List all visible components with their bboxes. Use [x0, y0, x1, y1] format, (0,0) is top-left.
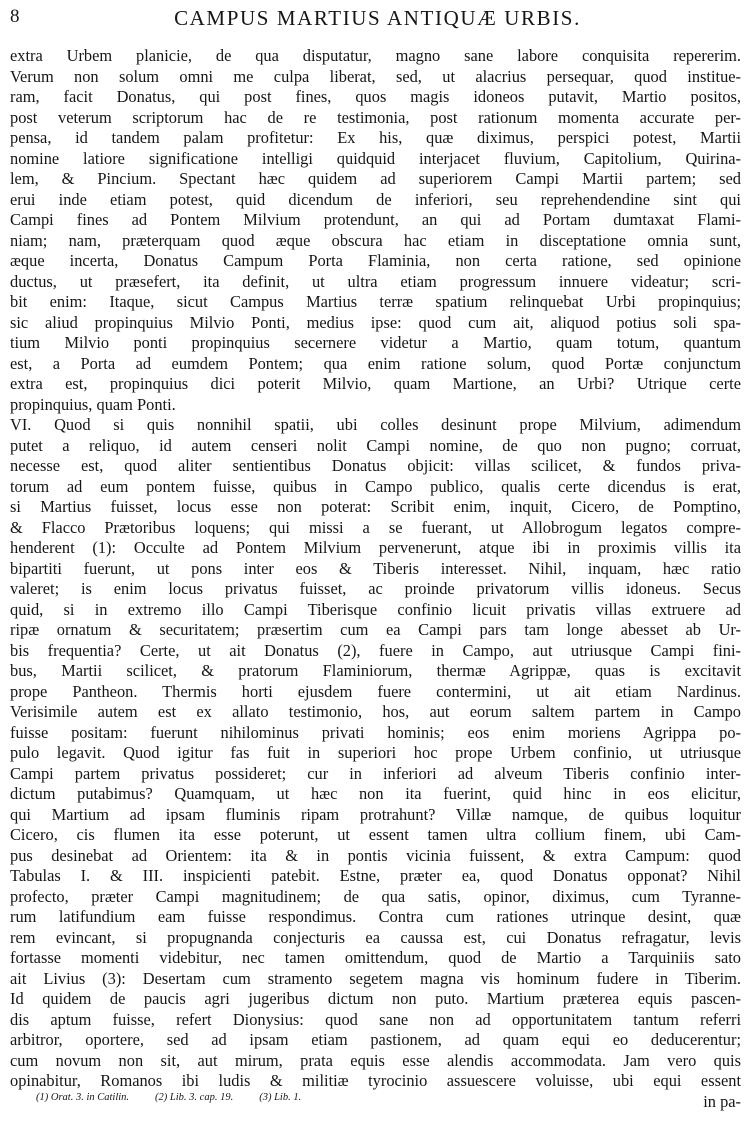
text-line: Id quidem de paucis agri jugeribus dictum non puto. Martium præterea equis pascen-	[10, 989, 741, 1008]
text-line: ait Livius (3): Desertam cum stramento segetem magna vis hominum fudere in Tiberim.	[10, 968, 741, 988]
footnote: (2) Lib. 3. cap. 19.	[155, 1092, 234, 1103]
text-line: cum novum non sit, aut mirum, prata equis esse alendis accommodata. Jam vero quis	[10, 1050, 741, 1070]
text-line: torum ad eum pontem fuisse, quibus in Campo publico, qualis certe dicendus is erat,	[10, 476, 741, 496]
text-line: ductus, ut præsefert, ita definit, ut ultra etiam progressum innuere videatur; scri-	[10, 271, 741, 291]
page-number: 8	[10, 6, 20, 27]
text-line: æque incerta, Donatus Campum Porta Flaminia, non certa ratione, sed opinione	[10, 251, 741, 270]
running-title: CAMPUS MARTIUS ANTIQUÆ URBIS.	[174, 6, 581, 30]
text-line: qui Martium ad ipsam fluminis ripam protrahunt? Villæ namque, de quibus loquitur	[10, 804, 741, 824]
text-line: Campi partem privatus possideret; cur in inferiori ad alveum Tiberis confinio inter-	[10, 763, 741, 783]
body-text	[10, 46, 741, 1112]
page-header	[0, 0, 755, 40]
footnote: (1) Orat. 3. in Catilin.	[36, 1092, 130, 1103]
text-line: si Martius fuisset, locus esse non poterat: Scribit enim, inquit, Cicero, de Pomptino,	[10, 497, 741, 516]
text-line: erui inde etiam potest, quid dicendum de inferiori, seu reprehendendine sint qui	[10, 189, 741, 209]
text-line: bus, Martii scilicet, & pratorum Flaminiorum, thermæ Agrippæ, quas is excitavit	[10, 661, 741, 680]
footnotes	[36, 1092, 736, 1103]
text-line: Verisimile autem est ex allato testimonio, hos, aut eorum saltem partem in Campo	[10, 702, 741, 721]
text-line: dis aptum fuisse, refert Dionysius: quod sane non ad opportunitatem tantum referri	[10, 1009, 741, 1029]
text-line: sic aliud propinquius Milvio Ponti, medius ipse: quod cum ait, aliquod potius soli spa-	[10, 312, 741, 332]
text-line: tium Milvio ponti propinquius secernere videtur a Martio, quam totum, quantum	[10, 333, 741, 352]
footnote: (3) Lib. 1.	[259, 1092, 302, 1103]
text-line: opinabitur, Romanos ibi ludis & militiæ tyrocinio assuescere voluisse, ubi equi essent	[10, 1071, 741, 1090]
text-line: extra est, propinquius dici poterit Milvio, quam Martione, an Urbi? Utrique certe	[10, 374, 741, 393]
text-line: ripæ ornatum & securitatem; præsertim cum ea Campi pars tam longe abesset ab Ur-	[10, 620, 741, 639]
text-line: pulo legavit. Quod igitur fas fuit in superiori hoc prope Urbem confinio, ut utriusque	[10, 743, 741, 762]
text-line: VI. Quod si quis nonnihil spatii, ubi colles desinunt prope Milvium, adimendum	[10, 415, 741, 434]
text-line: extra Urbem planicie, de qua disputatur, magno sane labore conquisita repererim.	[10, 46, 741, 65]
text-line: fortasse momenti videbitur, nec tamen omittendum, quod de Martio a Tarquiniis sato	[10, 948, 741, 967]
text-line: profecto, præter Campi magnitudinem; de qua satis, opinor, diximus, cum Tyranne-	[10, 886, 741, 906]
text-line: Tabulas I. & III. inspicienti patebit. Estne, præter ea, quod Donatus opponat? Nihil	[10, 866, 741, 885]
text-line: Campi fines ad Pontem Milvium protendunt, an qui ad Portam dumtaxat Flami-	[10, 210, 741, 229]
text-line: niam; nam, præterquam quod æque obscura hac etiam in disceptatione omnia sunt,	[10, 230, 741, 250]
text-line: nomine latiore significatione intelligi quidquid interjacet fluvium, Capitolium, Quirina-	[10, 148, 741, 168]
text-line: rum latifundium eam fuisse respondimus. Contra cum rationes utrinque desint, quæ	[10, 907, 741, 926]
text-line: Cicero, cis flumen ita esse poterunt, ut essent tamen ultra collium finem, ubi Cam-	[10, 825, 741, 844]
text-line: bis frequentia? Certe, ut ait Donatus (2), fuere in Campo, aut utriusque Campi fini-	[10, 640, 741, 660]
text-line: post veterum scriptorum hac de re testimonia, post rationum momenta accurate per-	[10, 107, 741, 127]
text-line: in pa-	[703, 1091, 741, 1111]
text-line: propinquius, quam Ponti.	[10, 394, 176, 414]
text-line: pensa, id tandem palam profitetur: Ex his, quæ diximus, perspici potest, Martii	[10, 128, 741, 147]
text-line: arbitror, oportere, sed ad ipsam etiam pastionem, ad quam equi eo deducerentur;	[10, 1030, 741, 1049]
text-line: ram, facit Donatus, qui post fines, quos magis idoneos putavit, Martio positos,	[10, 87, 741, 106]
text-line: valeret; is enim locus privatus fuisset, ac proinde privatorum villis idoneus. Secus	[10, 579, 741, 598]
text-line: dictum putabimus? Quamquam, ut hæc non ita fuerint, quid hinc in eos elicitur,	[10, 784, 741, 803]
text-line: rem evincant, si propugnanda conjecturis ea caussa est, cui Donatus refragatur, levis	[10, 927, 741, 947]
text-line: est, a Porta ad eumdem Pontem; qua enim ratione solum, quod Portæ conjunctum	[10, 353, 741, 373]
text-line: Verum non solum omni me culpa liberat, sed, ut alacrius persequar, quod institue-	[10, 66, 741, 86]
text-line: bipartiti fuerunt, ut pons inter eos & Tiberis interesset. Nihil, inquam, hæc ratio	[10, 558, 741, 578]
text-line: prope Pantheon. Thermis horti ejusdem fuere contermini, ut ait etiam Nardinus.	[10, 681, 741, 701]
text-line: bit enim: Itaque, sicut Campus Martius terræ spatium relinquebat Urbi propinquius;	[10, 292, 741, 311]
text-line: quid, si in extremo illo Campi Tiberisque confinio licuit privatis villas extruere ad	[10, 599, 741, 619]
text-line: necesse est, quod aliter sentientibus Donatus objicit: villas scilicet, & fundos priva-	[10, 456, 741, 475]
text-line: henderent (1): Occulte ad Pontem Milvium pervenerunt, atque ibi in proximis villis ita	[10, 538, 741, 557]
text-line: & Flacco Prætoribus loquens; qui missi a se fuerant, ut Allobrogum legatos compre-	[10, 517, 741, 537]
text-line: pus desinebat ad Orientem: ita & in pontis vicinia fuissent, & extra Campum: quod	[10, 845, 741, 865]
text-line: fuisse positam: fuerunt nihilominus privati hominis; eos enim moriens Agrippa po-	[10, 722, 741, 742]
text-line: putet a reliquo, id autem censeri nolit Campi nomine, de quo non pugno; corruat,	[10, 435, 741, 455]
text-line: lem, & Pincium. Spectant hæc quidem ad superiorem Campi Martii partem; sed	[10, 169, 741, 188]
